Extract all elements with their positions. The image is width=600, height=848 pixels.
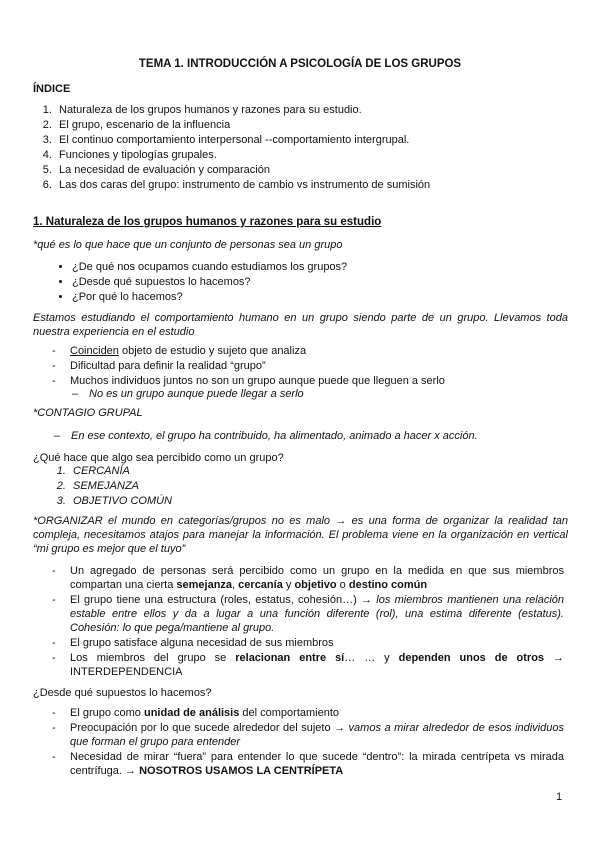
point-item	[52, 721, 564, 749]
question-item: • ¿Desde qué supuestos lo hacemos?	[72, 275, 572, 289]
point-item	[52, 344, 564, 358]
organizar-paragraph: *ORGANIZAR el mundo en categorías/grupos no es malo → es una forma de organizar la realidad tan compleja, necesitamos atajos para manejar la información. El problema viene en la organización en vertical “mi grupo es mejor que el tuyo”	[33, 515, 568, 555]
question-item: • ¿De qué nos ocupamos cuando estudiamos los grupos?	[72, 260, 572, 274]
bold-term: → NOSOTROS USAMOS LA CENTRÍPETA	[125, 765, 344, 777]
index-item: 5. La necesidad de evaluación y comparación	[55, 163, 585, 177]
connector: y	[282, 579, 295, 591]
page-number: 1	[556, 791, 563, 803]
assumptions-question: ¿Desde qué supuestos lo hacemos?	[33, 687, 212, 699]
point-item: - Muchos individuos juntos no son un grupo aunque puede que lleguen a serlo	[52, 374, 564, 388]
bold-term: destino común	[348, 579, 428, 591]
point-text: del comportamiento	[239, 707, 340, 719]
point-item	[52, 750, 564, 778]
bold-term: cercanía	[238, 579, 283, 591]
connector: ,	[232, 579, 239, 591]
bold-term: dependen unos de otros	[398, 652, 545, 664]
index-item: 3. El continuo comportamiento interpersonal --comportamiento intergrupal.	[55, 133, 585, 147]
point-text: Un agregado de personas será percibido como un grupo en la medida en que sus miembros compartan una cierta	[70, 565, 564, 591]
perceived-item: 1. CERCANÍA	[69, 464, 172, 478]
point-text: El grupo tiene una estructura (roles, estatus, cohesión…)	[70, 594, 362, 606]
index-list	[33, 103, 585, 193]
perceived-item: 2. SEMEJANZA	[69, 479, 172, 493]
italic-text: → vamos a mirar alrededor de esos individuos que forman el grupo para entender	[70, 722, 564, 748]
points-list-2	[52, 564, 564, 680]
point-item	[52, 564, 564, 592]
bold-term: semejanza	[176, 579, 233, 591]
bold-term: unidad de análisis	[143, 707, 240, 719]
italic-text: → los miembros mantienen una relación estable entre ellos y da a lugar a una función diferente (rol), una estima diferente (estatus). Cohesión: lo que pega/mantiene al grupo.	[70, 594, 565, 634]
point-text: Necesidad de mirar “fuera” para entender lo que sucede “dentro”: la mirada centrípeta vs mirada centrífuga.	[70, 751, 564, 777]
point-item: - El grupo satisface alguna necesidad de sus miembros	[52, 636, 564, 650]
section-heading: 1. Naturaleza de los grupos humanos y razones para su estudio	[33, 216, 382, 228]
questions-list	[56, 260, 572, 305]
index-item: 1. Naturaleza de los grupos humanos y razones para su estudio.	[55, 103, 585, 117]
intro-paragraph: Estamos estudiando el comportamiento humano en un grupo siendo parte de un grupo. Llevamos toda nuestra experiencia en el estudio	[33, 312, 568, 338]
point-item: - Dificultad para definir la realidad “grupo”	[52, 359, 564, 373]
perceived-item: 3. OBJETIVO COMÚN	[69, 494, 172, 508]
contagio-heading: *CONTAGIO GRUPAL	[33, 407, 143, 419]
bold-term: objetivo	[294, 579, 337, 591]
index-item: 6. Las dos caras del grupo: instrumento de cambio vs instrumento de sumisión	[55, 178, 585, 192]
contagio-text: – En ese contexto, el grupo ha contribuido, ha alimentado, animado a hacer x acción.	[71, 429, 478, 443]
perceived-question: ¿Qué hace que algo sea percibido como un grupo?	[33, 452, 284, 464]
point-text: Preocupación por lo que sucede alrededor del sujeto	[70, 722, 335, 734]
index-item: 4. Funciones y tipologías grupales.	[55, 148, 585, 162]
point-text: → INTERDEPENDENCIA	[70, 652, 565, 678]
sub-point: – No es un grupo aunque puede llegar a serlo	[89, 387, 304, 401]
point-item	[52, 706, 564, 720]
bold-term: relacionan entre sí	[235, 652, 345, 664]
connector: o	[336, 579, 349, 591]
index-item: 2. El grupo, escenario de la influencia	[55, 118, 585, 132]
document-title: TEMA 1. INTRODUCCIÓN A PSICOLOGÍA DE LOS GRUPOS	[138, 58, 462, 70]
points-list-3	[52, 706, 564, 779]
points-list-1	[52, 344, 564, 389]
connector: … … y	[344, 652, 399, 664]
index-heading: ÍNDICE	[33, 83, 71, 95]
point-item	[52, 593, 564, 635]
point-text: Los miembros del grupo se	[70, 652, 236, 664]
point-item	[52, 651, 564, 679]
underlined-word: Coinciden	[70, 345, 119, 357]
section-question: *qué es lo que hace que un conjunto de personas sea un grupo	[33, 239, 343, 251]
perceived-list	[51, 464, 172, 509]
point-text: El grupo como	[70, 707, 144, 719]
question-item: • ¿Por qué lo hacemos?	[72, 290, 572, 304]
point-text: objeto de estudio y sujeto que analiza	[118, 345, 307, 357]
